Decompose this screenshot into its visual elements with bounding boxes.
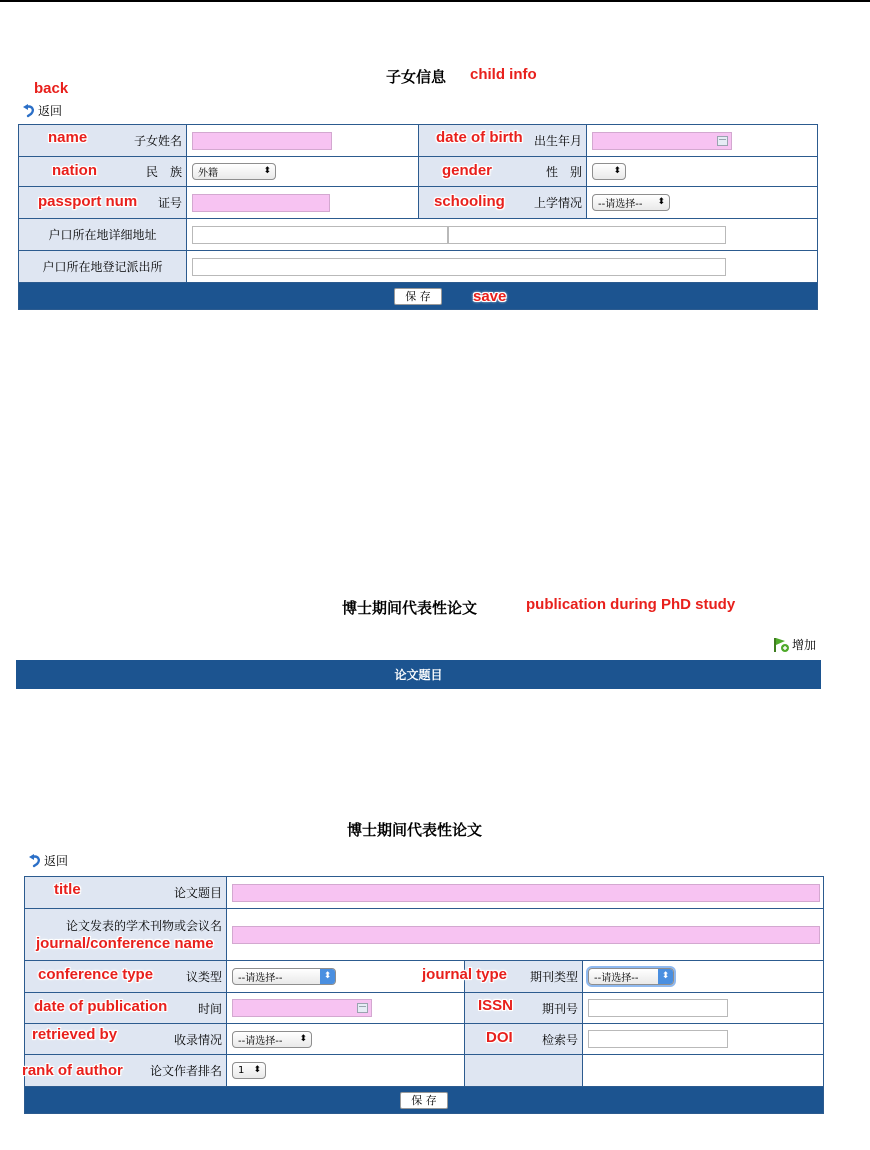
conf-type-cell [227,961,465,992]
journal-type-annotation: journal type [422,966,508,983]
retrieved-annotation: retrieved by [32,1026,118,1043]
updown-arrow-icon: ⬍ [657,197,665,207]
dob-input[interactable] [592,132,732,150]
doi-annotation: DOI [486,1029,513,1046]
doi-cell [583,1024,823,1054]
child-save-bar [19,283,817,309]
form-row [25,909,823,961]
conf-type-select[interactable] [232,968,336,985]
child-info-annotation: child info [470,66,537,83]
child-info-form [18,124,818,310]
journal-name-input[interactable] [232,926,820,944]
back-label: 返回 [44,854,69,868]
conf-type-annotation: conference type [38,966,154,983]
add-label: 增加 [792,638,817,652]
hukou-address-input-1[interactable] [192,226,448,244]
pub-save-bar [25,1087,823,1113]
journal-type-select-value: --请选择-- [594,973,639,984]
pub-date-input[interactable] [232,999,372,1017]
pub-list-title: 博士期间代表性论文 [342,599,478,617]
gender-select[interactable] [592,163,626,180]
retrieved-select-value: --请选择-- [238,1035,283,1047]
issn-cell [583,993,823,1023]
child-name-cell [187,125,419,156]
child-name-label: 子女姓名 [19,125,187,156]
journal-type-select[interactable] [588,968,674,985]
gender-label: 性 别 [419,157,587,186]
nation-select-value: 外籍 [198,168,218,179]
doi-input[interactable] [588,1030,728,1048]
form-row [19,125,817,157]
pub-list-header-bar [16,660,821,689]
child-info-title: 子女信息 [386,68,447,86]
passport-label: 证号 [19,187,187,218]
hukou-address-label: 户口所在地详细地址 [19,219,187,250]
top-border [0,0,870,2]
journal-name-cell [227,909,823,960]
dob-label: 出生年月 [419,125,587,156]
empty-value-cell [583,1055,823,1086]
journal-name-label: 论文发表的学术刊物或会议名 [25,909,227,960]
journal-type-label: 期刊类型 [465,961,583,992]
schooling-cell [587,187,817,218]
back-arrow-icon [28,854,42,868]
pub-date-label: 时间 [25,993,227,1023]
issn-label: 期刊号 [465,993,583,1023]
doi-label: 检索号 [465,1024,583,1054]
form-row [25,1024,823,1055]
issn-input[interactable] [588,999,728,1017]
child-name-input[interactable] [192,132,332,150]
nation-label: 民 族 [19,157,187,186]
child-save-button[interactable]: 保 存 [394,288,442,305]
back-annotation: back [34,80,69,97]
form-row [19,157,817,187]
hukou-police-input[interactable] [192,258,726,276]
nation-cell [187,157,419,186]
form-row [25,993,823,1024]
updown-arrow-icon: ⬍ [253,1065,261,1075]
publication-form [24,876,824,1114]
updown-arrow-icon: ⬍ [263,166,271,176]
pub-date-annotation: date of publication [34,998,168,1015]
nation-select[interactable] [192,163,276,180]
back-arrow-icon [22,104,36,118]
gender-cell [587,157,817,186]
form-row [25,1055,823,1087]
updown-arrow-icon: ⬍ [613,166,621,176]
chevron-updown-icon: ⬍ [658,969,673,984]
column-header-paper-title: 论文题目 [394,668,443,682]
nation-annotation: nation [52,162,97,179]
calendar-icon[interactable] [717,136,728,146]
hukou-address-input-2[interactable] [448,226,726,244]
add-publication-button[interactable] [773,636,816,653]
chevron-updown-icon: ⬍ [320,969,335,984]
pub-back-link[interactable] [28,852,68,869]
paper-title-cell [227,877,823,908]
rank-select[interactable] [232,1062,266,1079]
gender-annotation: gender [442,162,493,179]
passport-input[interactable] [192,194,330,212]
retrieved-cell [227,1024,465,1054]
name-annotation: name [48,129,88,146]
dob-cell [587,125,817,156]
calendar-icon[interactable] [357,1003,368,1013]
rank-annotation: rank of author [22,1062,123,1079]
passport-cell [187,187,419,218]
retrieved-label: 收录情况 [25,1024,227,1054]
conf-type-select-value: --请选择-- [238,973,283,984]
paper-title-input[interactable] [232,884,820,902]
pub-form-title: 博士期间代表性论文 [347,821,483,839]
hukou-address-cell [187,219,817,250]
issn-annotation: ISSN [478,997,514,1014]
rank-label: 论文作者排名 [25,1055,227,1086]
form-row [19,187,817,219]
hukou-police-label: 户口所在地登记派出所 [19,251,187,282]
form-row [19,251,817,283]
journal-type-cell [583,961,823,992]
title-annotation: title [54,881,81,898]
schooling-select-value: --请选择-- [598,199,643,210]
paper-title-label: 论文题目 [25,877,227,908]
journal-name-annotation: journal/conference name [36,935,214,952]
conf-type-label: 议类型 [25,961,227,992]
pub-date-cell [227,993,465,1023]
schooling-select[interactable] [592,194,670,211]
empty-label-cell [465,1055,583,1086]
rank-select-value: 1 [238,1065,245,1076]
hukou-police-cell [187,251,817,282]
form-row [19,219,817,251]
back-link[interactable] [22,102,62,119]
rank-cell [227,1055,465,1086]
back-label: 返回 [38,104,63,118]
save-annotation: save [473,288,507,305]
schooling-label: 上学情况 [419,187,587,218]
pub-save-button[interactable]: 保 存 [400,1092,448,1109]
form-row [25,961,823,993]
pub-list-annotation: publication during PhD study [526,596,736,613]
form-row [25,877,823,909]
updown-arrow-icon: ⬍ [299,1033,307,1044]
retrieved-select[interactable] [232,1031,312,1048]
flag-plus-icon [773,637,791,653]
passport-annotation: passport num [38,193,138,210]
schooling-annotation: schooling [434,193,505,210]
dob-annotation: date of birth [436,129,523,146]
